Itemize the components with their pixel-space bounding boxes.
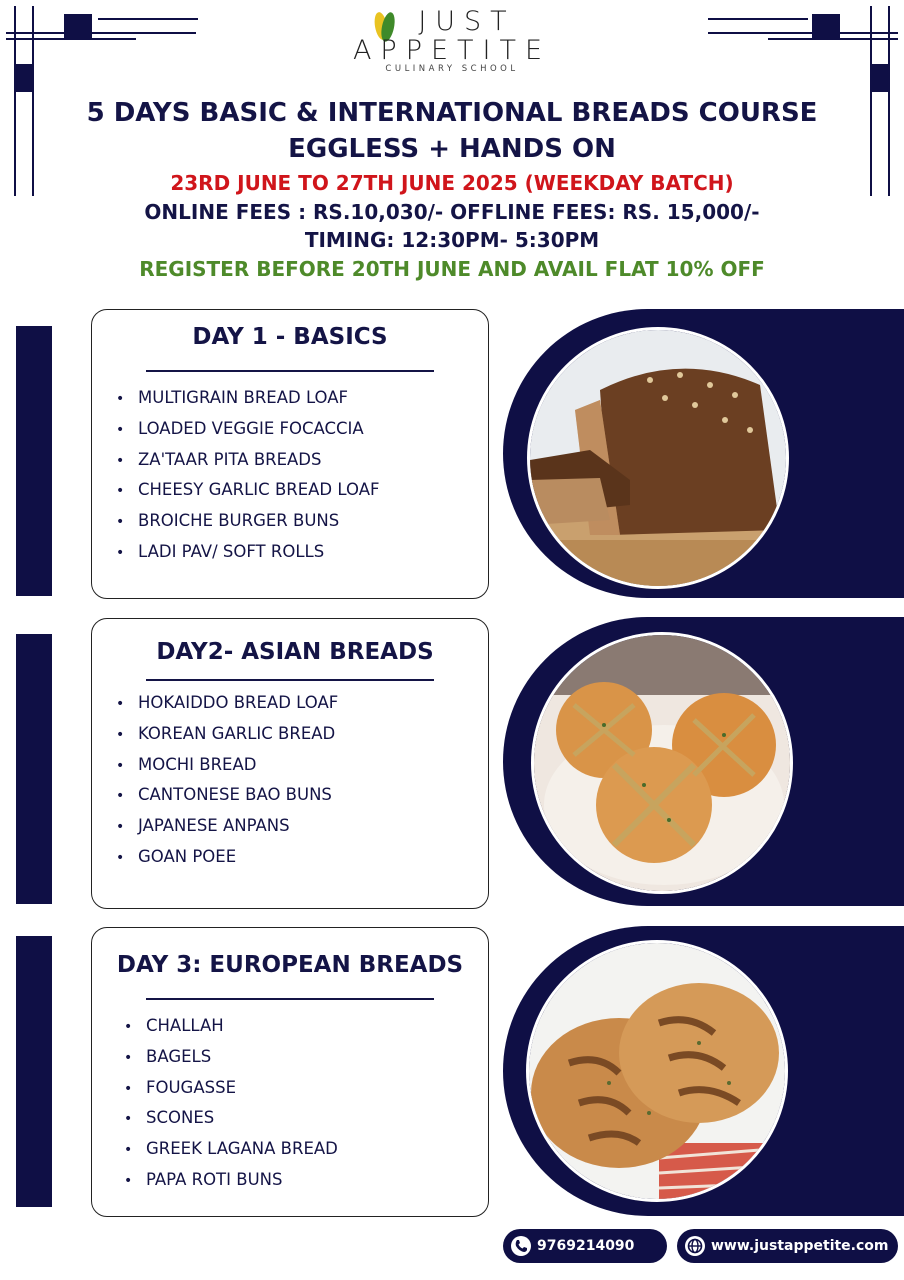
brand-logo [0,6,904,74]
website-url: www.justappetite.com [711,1238,889,1254]
multigrain-bread-photo [527,327,789,589]
list-item: • GOAN POEE [116,842,338,873]
list-item: • CHEESY GARLIC BREAD LOAF [116,475,379,506]
day2-side-bar [16,634,52,904]
brand-line2: APPETITE [352,35,552,66]
day3-side-bar [16,936,52,1207]
list-item: • CANTONESE BAO BUNS [116,780,338,811]
list-item: • JAPANESE ANPANS [116,811,338,842]
phone-icon [511,1236,531,1256]
day2-title: DAY2- ASIAN BREADS [156,639,434,665]
brand-line1: JUST [418,6,516,37]
course-subtitle: EGGLESS + HANDS ON [288,134,616,164]
course-title: 5 DAYS BASIC & INTERNATIONAL BREADS COURSE [86,98,818,128]
list-item: • BROICHE BURGER BUNS [116,506,379,537]
website-link[interactable] [677,1229,898,1263]
list-item: • BAGELS [124,1042,338,1073]
day3-list [124,1011,338,1196]
day2-list [116,688,338,873]
phone-contact[interactable] [503,1229,667,1263]
list-item: • ZA'TAAR PITA BREADS [116,445,379,476]
list-item: • PAPA ROTI BUNS [124,1165,338,1196]
list-item: • SCONES [124,1103,338,1134]
day2-card [91,618,489,909]
registration-offer: REGISTER BEFORE 20TH JUNE AND AVAIL FLAT 10% OFF [139,257,765,281]
list-item: • FOUGASSE [124,1073,338,1104]
day2-divider [146,679,434,681]
day1-card [91,309,489,599]
day1-side-bar [16,326,52,596]
course-timing: TIMING: 12:30PM- 5:30PM [304,228,600,252]
day1-divider [146,370,434,372]
list-item: • GREEK LAGANA BREAD [124,1134,338,1165]
globe-icon [685,1236,705,1256]
list-item: • CHALLAH [124,1011,338,1042]
list-item: • HOKAIDDO BREAD LOAF [116,688,338,719]
list-item: • KOREAN GARLIC BREAD [116,719,338,750]
phone-number: 9769214090 [537,1238,635,1254]
list-item: • MULTIGRAIN BREAD LOAF [116,383,379,414]
course-fees: ONLINE FEES : RS.10,030/- OFFLINE FEES: RS. 15,000/- [144,200,760,224]
day3-title: DAY 3: EUROPEAN BREADS [116,952,464,978]
list-item: • LOADED VEGGIE FOCACCIA [116,414,379,445]
day3-divider [146,998,434,1000]
list-item: • MOCHI BREAD [116,750,338,781]
day1-list [116,383,379,568]
course-dates: 23RD JUNE TO 27TH JUNE 2025 (WEEKDAY BATCH) [170,171,734,195]
korean-garlic-bread-photo [531,632,793,894]
brand-line3: CULINARY SCHOOL [385,64,519,74]
fougasse-photo [526,940,788,1202]
list-item: • LADI PAV/ SOFT ROLLS [116,537,379,568]
day1-title: DAY 1 - BASICS [192,324,388,350]
day3-card [91,927,489,1217]
